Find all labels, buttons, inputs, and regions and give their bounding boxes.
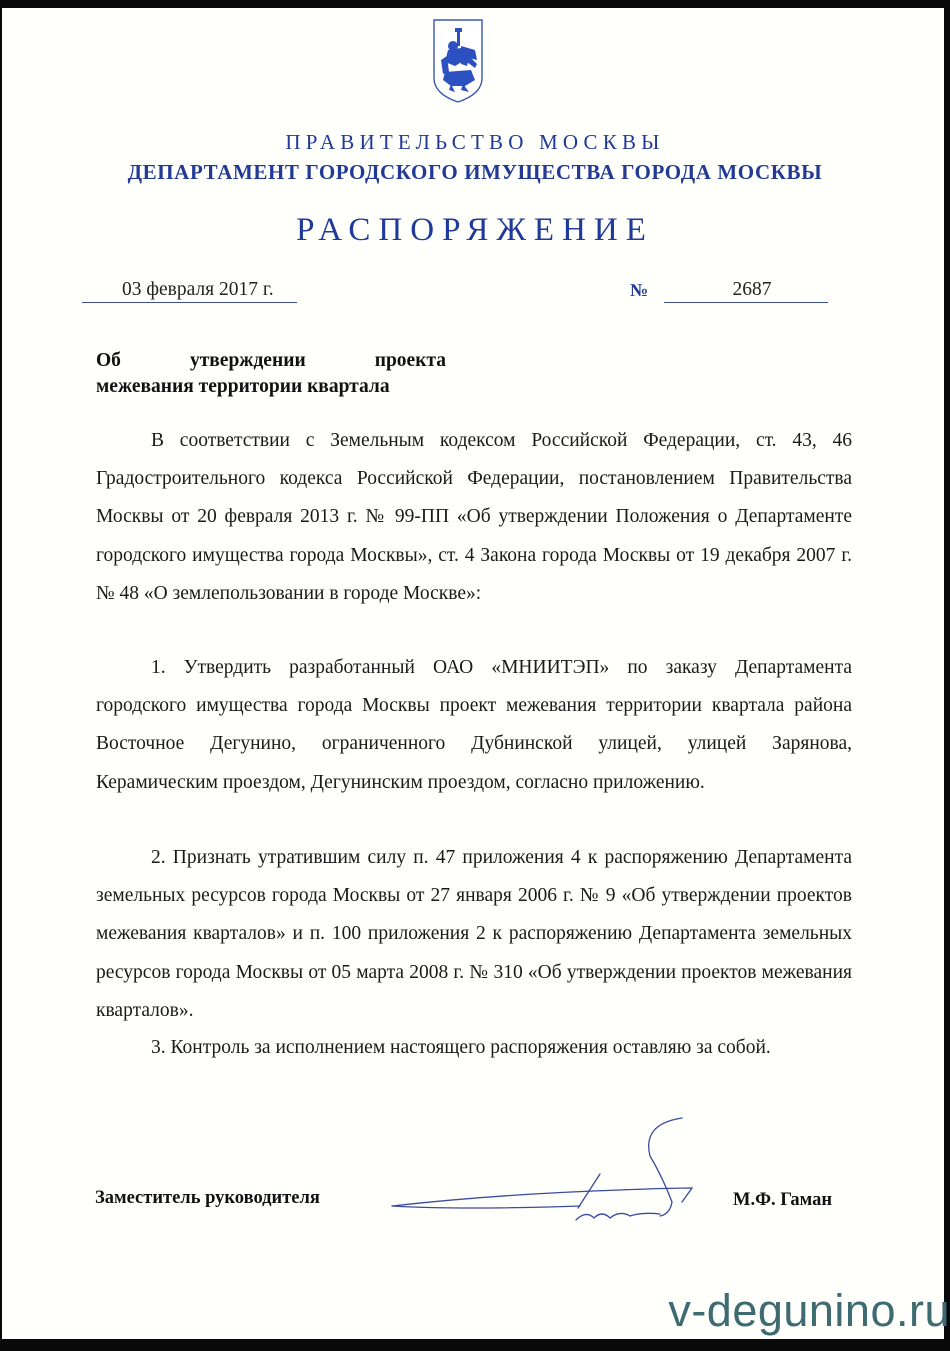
order-item-3: 3. Контроль за исполнением настоящего распоряжения оставляю за собой. xyxy=(151,1037,771,1058)
order-item-2: 2. Признать утратившим силу п. 47 приложения 4 к распоряжению Департамента земельных ресурсов города Москвы от 27 января 2006 г. № 9 «Об утверждении проектов межевания кварталов» и п. 100 приложения 2 к распоряжению Департамента земельных ресурсов города Москвы от 05 марта 2008 г. № 310 «Об утверждении проектов межевания кварталов». xyxy=(96,847,852,1021)
subject-line-1: Об утверждении проекта xyxy=(96,350,446,371)
subject-heading xyxy=(96,348,446,400)
document-date: 03 февраля 2017 г. xyxy=(82,278,297,303)
preamble-paragraph: В соответствии с Земельным кодексом Российской Федерации, ст. 43, 46 Градостроительного кодекса Российской Федерации, постановлением Правительства Москвы от 20 февраля 2013 г. № 99-ПП «Об утверждении Положения о Департаменте городского имущества города Москвы», ст. 4 Закона города Москвы от 19 декабря 2007 г. № 48 «О землепользовании в городе Москве»: xyxy=(96,430,852,604)
government-heading: ПРАВИТЕЛЬСТВО МОСКВЫ xyxy=(285,130,665,154)
signatory-name: М.Ф. Гаман xyxy=(733,1190,833,1210)
order-item-1: 1. Утвердить разработанный ОАО «МНИИТЭП» по заказу Департамента городского имущества города Москвы проект межевания территории квартала района Восточное Дегунино, ограниченного Дубнинской улицей, улицей Зарянова, Керамическим проездом, Дегунинским проездом, согласно приложению. xyxy=(96,657,852,793)
coat-of-arms-emblem xyxy=(431,16,485,106)
subject-line-2: межевания территории квартала xyxy=(96,376,390,397)
document-type-title: РАСПОРЯЖЕНИЕ xyxy=(296,212,654,248)
department-heading: ДЕПАРТАМЕНТ ГОРОДСКОГО ИМУЩЕСТВА ГОРОДА МОСКВЫ xyxy=(127,160,823,184)
signatory-position: Заместитель руководителя xyxy=(95,1188,320,1208)
handwritten-signature xyxy=(380,1110,720,1230)
number-label: № xyxy=(630,280,649,300)
site-watermark: v-degunino.ru xyxy=(668,1285,950,1336)
document-number: 2687 xyxy=(664,278,828,303)
